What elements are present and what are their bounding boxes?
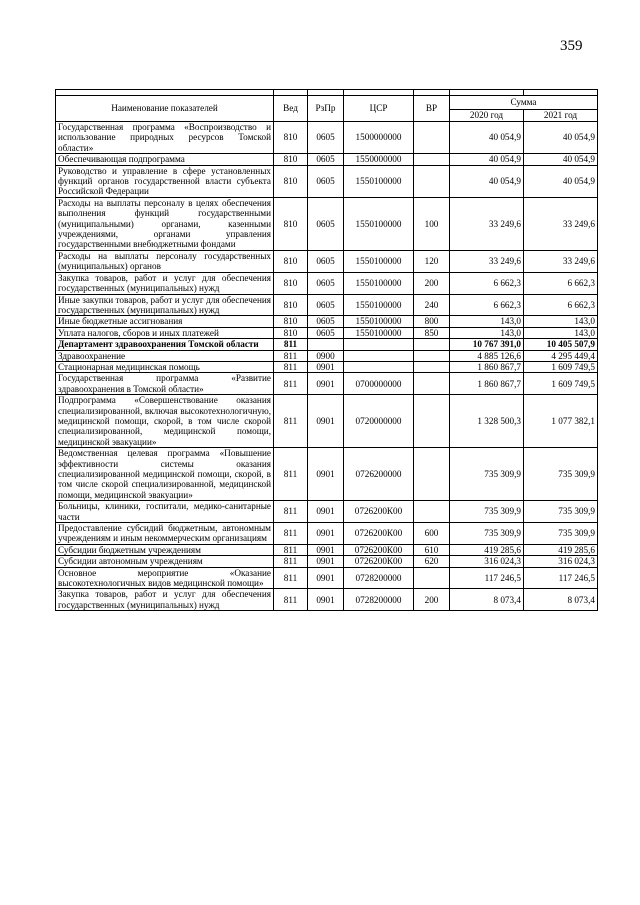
cell-rzpr [308, 339, 344, 350]
cell-sum-2020: 117 246,5 [450, 567, 524, 589]
cell-vr: 200 [414, 272, 450, 294]
cell-sum-2021: 8 073,4 [524, 589, 598, 611]
cell-sum-2021: 316 024,3 [524, 556, 598, 567]
cell-csr: 1550100000 [344, 272, 414, 294]
cell-csr: 0726200К00 [344, 501, 414, 523]
cell-rzpr: 0901 [308, 523, 344, 545]
cell-sum-2020: 4 885 126,6 [450, 350, 524, 361]
cell-sum-2021: 735 309,9 [524, 448, 598, 501]
header-rzpr: РзПр [308, 96, 344, 122]
cell-csr: 1500000000 [344, 122, 414, 154]
cell-ved: 810 [274, 250, 308, 272]
cell-ved: 810 [274, 165, 308, 197]
table-row [56, 556, 598, 567]
cell-sum-2021: 1 609 749,5 [524, 361, 598, 372]
cell-csr: 0726200000 [344, 448, 414, 501]
cell-rzpr: 0901 [308, 373, 344, 395]
cell-vr [414, 122, 450, 154]
cell-ved: 811 [274, 395, 308, 448]
table-row [56, 361, 598, 372]
table-row [56, 350, 598, 361]
table-row [56, 395, 598, 448]
cell-sum-2021: 4 295 449,4 [524, 350, 598, 361]
cell-name: Субсидии бюджетным учреждениям [56, 544, 274, 555]
cell-vr [414, 567, 450, 589]
cell-vr: 100 [414, 197, 450, 250]
cell-sum-2021: 419 285,6 [524, 544, 598, 555]
cell-csr: 1550100000 [344, 327, 414, 338]
cell-sum-2020: 735 309,9 [450, 448, 524, 501]
cell-rzpr: 0901 [308, 567, 344, 589]
cell-vr: 240 [414, 294, 450, 316]
table-row [56, 327, 598, 338]
cell-sum-2020: 33 249,6 [450, 197, 524, 250]
cell-sum-2020: 143,0 [450, 316, 524, 327]
cell-vr [414, 361, 450, 372]
table-row [56, 294, 598, 316]
cell-vr [414, 448, 450, 501]
cell-csr [344, 350, 414, 361]
table-row [56, 165, 598, 197]
cell-name: Предоставление субсидий бюджетным, автономным учреждениям и иным некоммерческим организациям [56, 523, 274, 545]
cell-rzpr: 0605 [308, 250, 344, 272]
cell-csr: 1550100000 [344, 165, 414, 197]
cell-sum-2020: 8 073,4 [450, 589, 524, 611]
cell-sum-2021: 33 249,6 [524, 250, 598, 272]
cell-ved: 810 [274, 154, 308, 165]
budget-table [55, 89, 598, 611]
page-number: 359 [560, 38, 583, 54]
cell-rzpr: 0605 [308, 316, 344, 327]
cell-rzpr: 0605 [308, 272, 344, 294]
cell-sum-2021: 143,0 [524, 327, 598, 338]
cell-csr [344, 339, 414, 350]
cell-sum-2020: 40 054,9 [450, 165, 524, 197]
cell-vr: 850 [414, 327, 450, 338]
cell-rzpr: 0901 [308, 589, 344, 611]
cell-sum-2020: 40 054,9 [450, 122, 524, 154]
cell-ved: 811 [274, 339, 308, 350]
cell-ved: 811 [274, 501, 308, 523]
cell-rzpr: 0901 [308, 501, 344, 523]
cell-ved: 810 [274, 272, 308, 294]
cell-csr: 0726200К00 [344, 544, 414, 555]
header-year-2021: 2021 год [524, 110, 598, 122]
cell-ved: 811 [274, 556, 308, 567]
cell-vr [414, 154, 450, 165]
header-vr: ВР [414, 96, 450, 122]
table-body [56, 122, 598, 611]
cell-vr [414, 501, 450, 523]
cell-ved: 811 [274, 373, 308, 395]
cell-rzpr: 0605 [308, 165, 344, 197]
cell-ved: 811 [274, 567, 308, 589]
header-year-2020: 2020 год [450, 110, 524, 122]
cell-sum-2021: 1 077 382,1 [524, 395, 598, 448]
cell-rzpr: 0900 [308, 350, 344, 361]
cell-ved: 810 [274, 122, 308, 154]
cell-ved: 810 [274, 294, 308, 316]
cell-csr: 1550000000 [344, 154, 414, 165]
cell-name: Закупка товаров, работ и услуг для обеспечения государственных (муниципальных) нужд [56, 589, 274, 611]
cell-sum-2021: 33 249,6 [524, 197, 598, 250]
cell-name: Иные бюджетные ассигнования [56, 316, 274, 327]
cell-rzpr: 0605 [308, 294, 344, 316]
table-row [56, 197, 598, 250]
table-row [56, 589, 598, 611]
cell-vr [414, 165, 450, 197]
cell-name: Ведомственная целевая программа «Повышение эффективности системы оказания специализированной медицинской помощи, скорой, в том числе скорой специализированной, медицинской помощи, медицинской эвакуации» [56, 448, 274, 501]
table-row [56, 339, 598, 350]
cell-rzpr: 0901 [308, 361, 344, 372]
cell-csr: 0720000000 [344, 395, 414, 448]
table-row [56, 316, 598, 327]
table-row [56, 501, 598, 523]
cell-ved: 811 [274, 589, 308, 611]
cell-name: Уплата налогов, сборов и иных платежей [56, 327, 274, 338]
cell-sum-2020: 1 860 867,7 [450, 361, 524, 372]
cell-vr: 800 [414, 316, 450, 327]
cell-name: Расходы на выплаты персоналу государственных (муниципальных) органов [56, 250, 274, 272]
cell-csr: 1550100000 [344, 316, 414, 327]
cell-sum-2020: 735 309,9 [450, 523, 524, 545]
cell-name: Субсидии автономным учреждениям [56, 556, 274, 567]
cell-ved: 811 [274, 544, 308, 555]
cell-csr: 1550100000 [344, 197, 414, 250]
cell-sum-2020: 419 285,6 [450, 544, 524, 555]
cell-name: Закупка товаров, работ и услуг для обеспечения государственных (муниципальных) нужд [56, 272, 274, 294]
cell-rzpr: 0605 [308, 154, 344, 165]
cell-vr [414, 339, 450, 350]
cell-ved: 811 [274, 448, 308, 501]
cell-sum-2021: 143,0 [524, 316, 598, 327]
header-csr: ЦСР [344, 96, 414, 122]
cell-csr [344, 361, 414, 372]
cell-sum-2021: 735 309,9 [524, 523, 598, 545]
cell-sum-2020: 10 767 391,0 [450, 339, 524, 350]
table-row [56, 544, 598, 555]
table-row [56, 448, 598, 501]
cell-name: Государственная программа «Воспроизводство и использование природных ресурсов Томской области» [56, 122, 274, 154]
cell-sum-2020: 1 328 500,3 [450, 395, 524, 448]
cell-name: Департамент здравоохранения Томской области [56, 339, 274, 350]
cell-ved: 811 [274, 350, 308, 361]
cell-sum-2020: 6 662,3 [450, 272, 524, 294]
cell-rzpr: 0901 [308, 448, 344, 501]
cell-sum-2020: 40 054,9 [450, 154, 524, 165]
cell-name: Больницы, клиники, госпитали, медико-санитарные части [56, 501, 274, 523]
table-row [56, 250, 598, 272]
table-row [56, 373, 598, 395]
cell-sum-2021: 735 309,9 [524, 501, 598, 523]
table-row [56, 567, 598, 589]
cell-vr [414, 373, 450, 395]
cell-sum-2021: 1 609 749,5 [524, 373, 598, 395]
cell-vr: 620 [414, 556, 450, 567]
cell-sum-2021: 6 662,3 [524, 272, 598, 294]
cell-rzpr: 0901 [308, 556, 344, 567]
cell-name: Основное мероприятие «Оказание высокотехнологичных видов медицинской помощи» [56, 567, 274, 589]
cell-name: Подпрограмма «Совершенствование оказания специализированной, включая высокотехнологичную, медицинской помощи, скорой, в том числе скорой специализированной, медицинской помощи, медицинской эвакуации» [56, 395, 274, 448]
cell-vr: 120 [414, 250, 450, 272]
cell-ved: 810 [274, 327, 308, 338]
cell-csr: 0700000000 [344, 373, 414, 395]
header-sum: Сумма [450, 96, 598, 110]
table-row [56, 154, 598, 165]
table-row [56, 523, 598, 545]
cell-name: Стационарная медицинская помощь [56, 361, 274, 372]
cell-ved: 810 [274, 316, 308, 327]
table-row [56, 122, 598, 154]
table-header [56, 90, 598, 122]
cell-name: Расходы на выплаты персоналу в целях обеспечения выполнения функций государственными (муниципальными) органами, казенными учреждениями, органами управления государственными внебюджетными фондами [56, 197, 274, 250]
cell-sum-2021: 10 405 507,9 [524, 339, 598, 350]
cell-sum-2020: 735 309,9 [450, 501, 524, 523]
cell-name: Государственная программа «Развитие здравоохранения в Томской области» [56, 373, 274, 395]
cell-name: Руководство и управление в сфере установленных функций органов государственной власти субъекта Российской Федерации [56, 165, 274, 197]
cell-sum-2020: 143,0 [450, 327, 524, 338]
cell-sum-2021: 40 054,9 [524, 165, 598, 197]
cell-name: Здравоохранение [56, 350, 274, 361]
cell-ved: 811 [274, 361, 308, 372]
cell-sum-2020: 6 662,3 [450, 294, 524, 316]
header-name: Наименование показателей [56, 96, 274, 122]
table-row [56, 272, 598, 294]
cell-ved: 810 [274, 197, 308, 250]
cell-csr: 0728200000 [344, 589, 414, 611]
header-ved: Вед [274, 96, 308, 122]
cell-sum-2020: 33 249,6 [450, 250, 524, 272]
cell-name: Обеспечивающая подпрограмма [56, 154, 274, 165]
cell-csr: 0728200000 [344, 567, 414, 589]
cell-vr: 600 [414, 523, 450, 545]
cell-rzpr: 0901 [308, 395, 344, 448]
cell-csr: 0726200К00 [344, 556, 414, 567]
cell-sum-2021: 40 054,9 [524, 122, 598, 154]
cell-sum-2020: 316 024,3 [450, 556, 524, 567]
cell-rzpr: 0605 [308, 197, 344, 250]
cell-sum-2021: 40 054,9 [524, 154, 598, 165]
cell-vr [414, 350, 450, 361]
cell-rzpr: 0901 [308, 544, 344, 555]
cell-name: Иные закупки товаров, работ и услуг для обеспечения государственных (муниципальных) нужд [56, 294, 274, 316]
cell-vr: 200 [414, 589, 450, 611]
cell-sum-2021: 117 246,5 [524, 567, 598, 589]
cell-rzpr: 0605 [308, 327, 344, 338]
cell-vr [414, 395, 450, 448]
cell-csr: 1550100000 [344, 250, 414, 272]
cell-sum-2021: 6 662,3 [524, 294, 598, 316]
cell-csr: 1550100000 [344, 294, 414, 316]
cell-sum-2020: 1 860 867,7 [450, 373, 524, 395]
cell-csr: 0726200К00 [344, 523, 414, 545]
cell-vr: 610 [414, 544, 450, 555]
cell-ved: 811 [274, 523, 308, 545]
cell-rzpr: 0605 [308, 122, 344, 154]
